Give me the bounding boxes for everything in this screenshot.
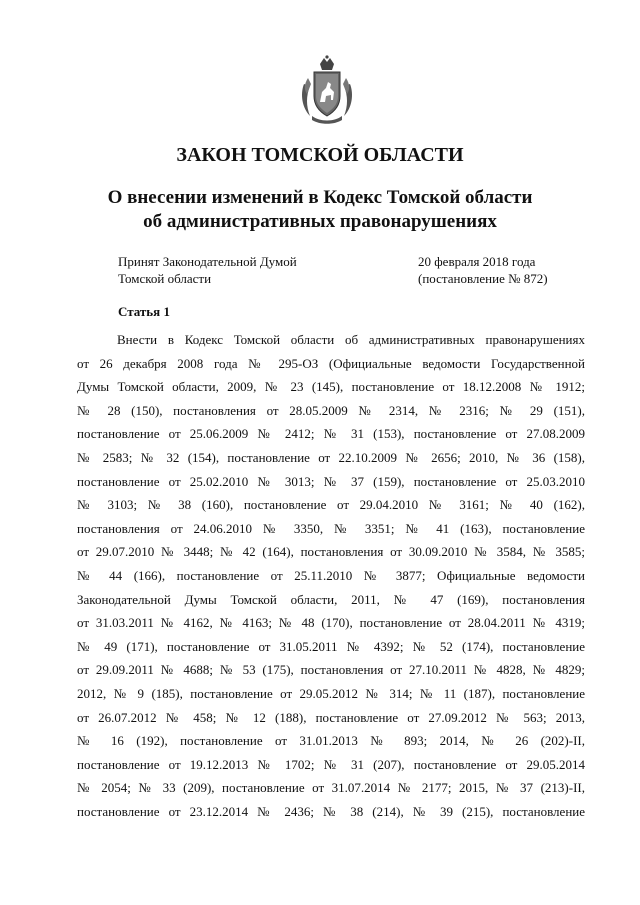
subtitle-line: об административных правонарушениях xyxy=(143,211,497,232)
article-heading: Статья 1 xyxy=(118,304,170,319)
article-text-line: № 16 (192), постановление от 31.01.2013 № 893; 2014, № 26 (202)-II, xyxy=(77,733,585,749)
article-text-line: № 2054; № 33 (209), постановление от 31.07.2014 № 2177; 2015, № 37 (213)-II, xyxy=(77,780,585,796)
article-text-line: Внести в Кодекс Томской области об административных правонарушениях xyxy=(117,332,585,347)
article-text-line: постановление от 23.12.2014 № 2436; № 38 (214), № 39 (215), постановление xyxy=(77,803,585,819)
article-text-line: постановления от 24.06.2010 № 3350, № 3351; № 41 (163), постановление xyxy=(77,520,585,536)
article-text-line: от 26.07.2012 № 458; № 12 (188), постановление от 27.09.2012 № 563; 2013, xyxy=(77,709,585,725)
document-subtitle xyxy=(0,186,640,234)
article-text-line: Законодательной Думы Томской области, 2011, № 47 (169), постановления xyxy=(77,591,585,607)
article-text-line: № 28 (150), постановления от 28.05.2009 № 2314, № 2316; № 29 (151), xyxy=(77,402,585,418)
subtitle-line: О внесении изменений в Кодекс Томской области xyxy=(107,187,533,208)
article-text-line: Думы Томской области, 2009, № 23 (145), постановление от 18.12.2008 № 1912; xyxy=(77,379,585,395)
article-body xyxy=(77,328,585,823)
adoption-date-line: 20 февраля 2018 года xyxy=(418,254,536,269)
article-text-line: постановление от 19.12.2013 № 1702; № 31 (207), постановление от 29.05.2014 xyxy=(77,756,585,772)
adoption-resolution-line: (постановление № 872) xyxy=(418,271,548,286)
article-text-line: от 31.03.2011 № 4162, № 4163; № 48 (170), постановление от 28.04.2011 № 4319; xyxy=(77,615,585,631)
adopted-by-line: Томской области xyxy=(118,271,212,286)
article-text-line: № 2583; № 32 (154), постановление от 22.10.2009 № 2656; 2010, № 36 (158), xyxy=(77,449,585,465)
article-text-line: от 29.09.2011 № 4688; № 53 (175), постановления от 27.10.2011 № 4828, № 4829; xyxy=(77,662,585,678)
article-text-line: от 26 декабря 2008 года № 295-ОЗ (Официальные ведомости Государственной xyxy=(77,355,585,371)
adoption-date xyxy=(418,253,548,287)
adopted-by-line: Принят Законодательной Думой xyxy=(118,254,297,269)
article-text-line: № 49 (171), постановление от 31.05.2011 № 4392; № 52 (174), постановление xyxy=(77,638,585,654)
article-text-line: № 44 (166), постановление от 25.11.2010 № 3877; Официальные ведомости xyxy=(77,567,585,583)
article-text-line: № 3103; № 38 (160), постановление от 29.04.2010 № 3161; № 40 (162), xyxy=(77,497,585,513)
coat-of-arms-icon xyxy=(298,54,356,126)
article-text-line: 2012, № 9 (185), постановление от 29.05.2012 № 314; № 11 (187), постановление xyxy=(77,685,585,701)
article-text-line: от 29.07.2010 № 3448; № 42 (164), постановления от 30.09.2010 № 3584, № 3585; xyxy=(77,544,585,560)
article-text-line: постановление от 25.02.2010 № 3013; № 37 (159), постановление от 25.03.2010 xyxy=(77,473,585,489)
article-text-line: постановление от 25.06.2009 № 2412; № 31 (153), постановление от 27.08.2009 xyxy=(77,426,585,442)
document-title: ЗАКОН ТОМСКОЙ ОБЛАСТИ xyxy=(176,144,464,166)
adopted-by xyxy=(118,253,297,287)
